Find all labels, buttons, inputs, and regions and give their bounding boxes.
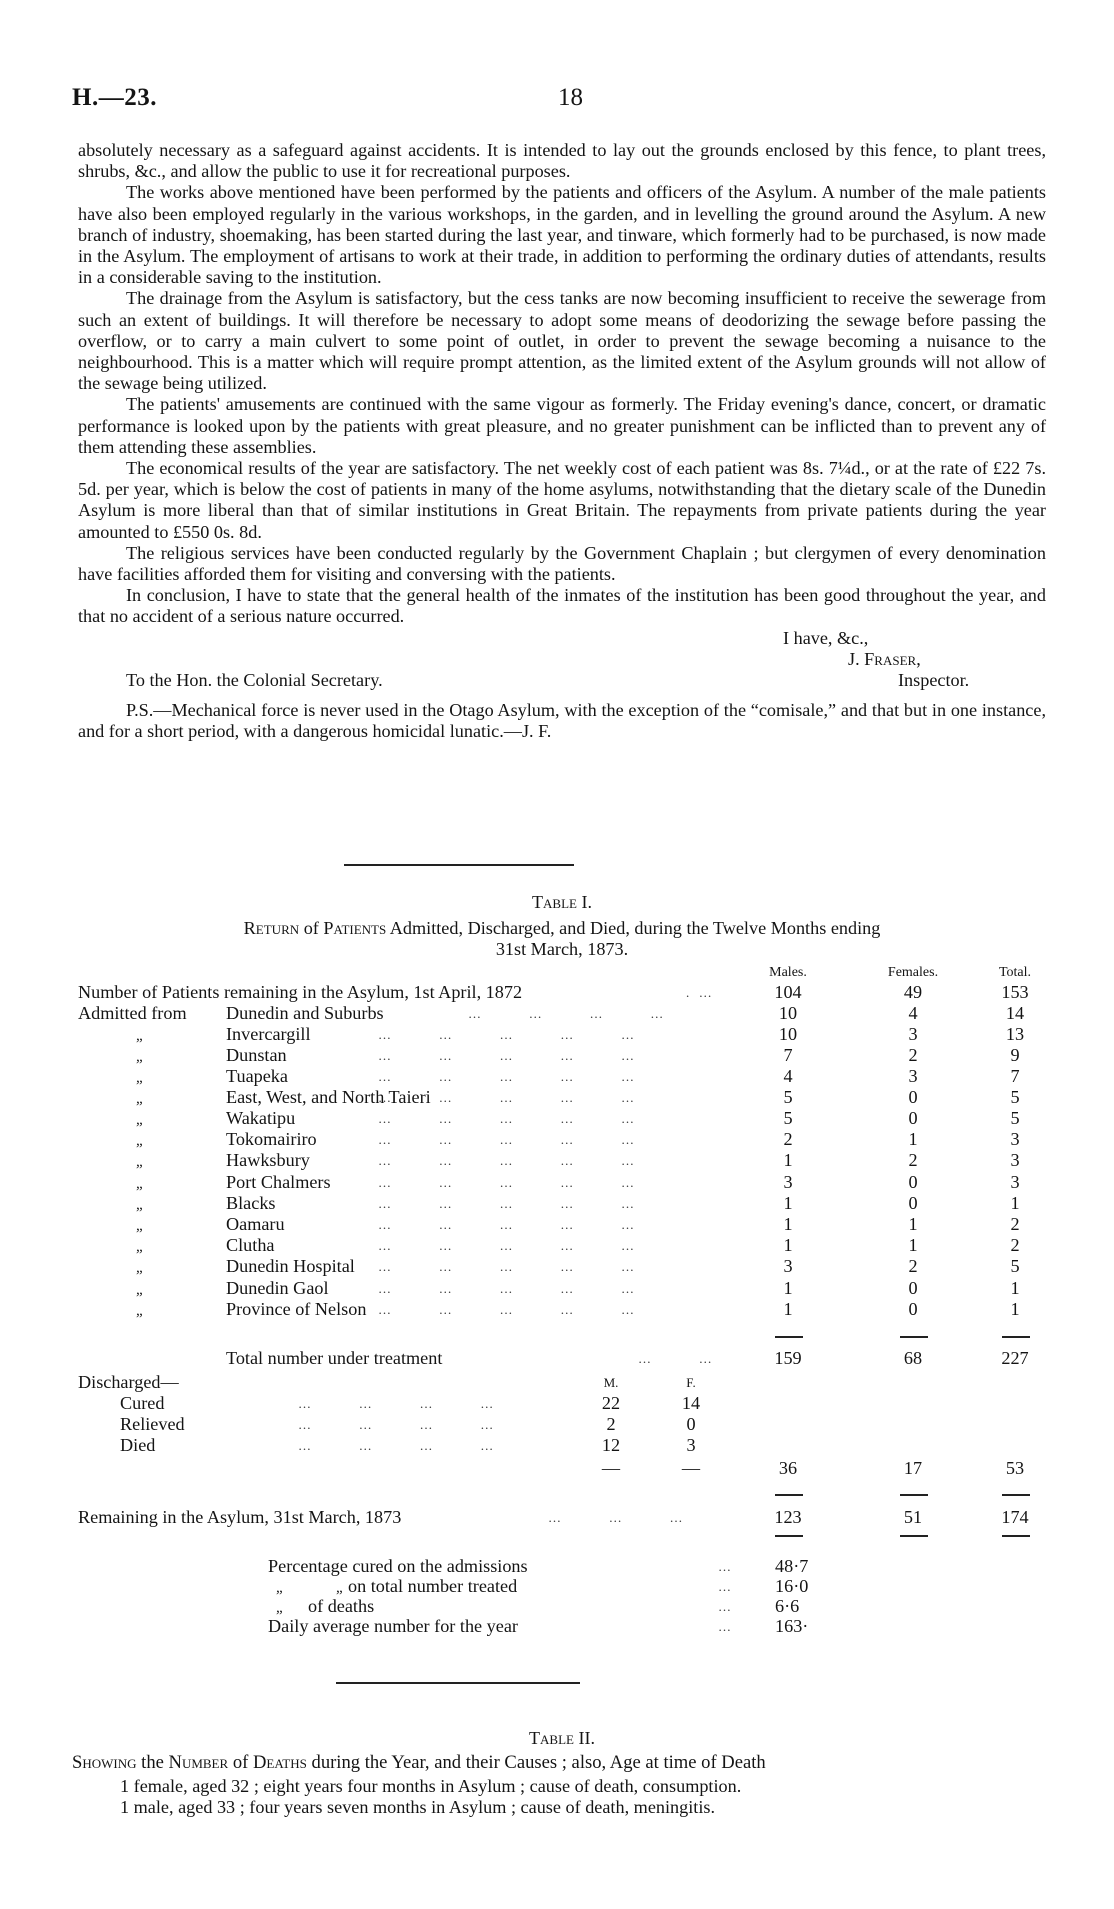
cell-total: 7 [1010,1066,1020,1086]
cell-total: 2 [1010,1214,1020,1234]
row-prefix: Admitted from [78,1003,187,1023]
leader-dots: … … … … … [378,1027,635,1042]
table1-title: Table I. [532,892,592,912]
cell-females: 1 [908,1235,918,1256]
ditto-mark: „ [136,1112,143,1128]
table-row [78,1150,1046,1171]
caption-text: of [299,918,324,938]
row-label: Province of Nelson [226,1298,367,1319]
stat-row [78,1576,1046,1597]
paragraph: In conclusion, I have to state that the general health of the inmates of the institution has been good throughout the year, and that no accident of a serious nature occurred. [78,585,1046,627]
dash-f: — [681,1458,701,1478]
rule-dash [900,1336,928,1338]
paragraph: The drainage from the Asylum is satisfactory, but the cess tanks are now becoming insufficient to receive the sewerage from such an extent of buildings. It will therefore be necessary to adopt some means of deodorizing the sewage before passing the overflow, or to carry a main culvert to some point of outlet, in order to prevent the sewage becoming a nuisance to the neighbourhood. This is a matter which will require prompt attention, as the limited extent of the Asylum grounds will not allow of the sewage being utilized. [78,288,1046,394]
ditto-mark: „ [136,1091,143,1107]
table-row [78,1193,1046,1214]
caption-text: Deaths [252,1752,307,1773]
leader-dots: … [718,1559,732,1574]
row-label: Daily average number for the year [268,1616,518,1636]
cell-f: 3 [686,1435,696,1455]
table2-caption [72,1752,1052,1774]
row-label: on total number treated [348,1576,518,1596]
ditto-mark: „ [136,1070,143,1086]
table-row [78,1172,1046,1193]
cell-males: 3 [783,1171,793,1192]
row-label: Discharged— [78,1372,179,1392]
cell-total: 3 [1010,1129,1020,1150]
leader-dots: … … … … [298,1396,495,1411]
discharged-total-row [78,1458,1046,1479]
stat-value: 163· [775,1616,809,1636]
table-row [78,1299,1046,1320]
ditto-mark: „ [136,1133,143,1150]
caption-return: Return [243,918,300,938]
cell-females: 4 [908,1003,918,1023]
table-row [78,1235,1046,1256]
cell-total: 5 [1010,1256,1020,1277]
table-row [78,1066,1046,1087]
cell-males: 104 [774,982,802,1002]
row-label: Dunstan [226,1045,287,1065]
cell-m: 22 [601,1393,621,1413]
cell-females: 0 [908,1192,918,1213]
page-header [72,84,1046,114]
row-label: East, West, and North Taieri [226,1087,431,1107]
row-label: Tuapeka [226,1066,288,1086]
paragraph: The works above mentioned have been performed by the patients and officers of the Asylum. A number of the male patients have also been employed regularly in the various workshops, in the garden, and in levelling the ground around the Asylum. A new branch of industry, shoemaking, has been started during the last year, and tinware, which formerly had to be purchased, is now made in the Asylum. The employment of artisans to work at their trade, in addition to performing the ordinary duties of attendants, results in a considerable saving to the institution. [78,182,1046,288]
cell-m: 12 [601,1435,621,1455]
table-row [78,1214,1046,1235]
cell-females: 3 [908,1024,918,1044]
rule-dash [775,1494,803,1496]
row-label: Wakatipu [226,1108,296,1128]
cell-females: 2 [908,1256,918,1277]
ditto-mark: „ [336,1580,343,1596]
stat-row [78,1616,1046,1637]
cell-males: 159 [774,1348,802,1368]
leader-dots: … [718,1599,732,1614]
cell-males: 36 [778,1458,798,1478]
cell-males: 1 [783,1214,793,1234]
dash-m: — [601,1458,621,1478]
cell-total: 5 [1010,1087,1020,1107]
leader-dots: … … … … … [378,1238,635,1254]
stat-value: 16·0 [775,1576,809,1596]
table-row [78,1278,1046,1299]
caption-text: Showing [72,1752,137,1773]
ditto-mark: „ [136,1302,143,1319]
cell-females: 2 [908,1150,918,1171]
table2-title: Table II. [529,1728,595,1748]
section-divider [336,1682,580,1684]
caption-text: during the Year, and their Causes ; also, Age at time of Death [306,1752,766,1773]
cell-males: 1 [783,1277,793,1298]
leader-dots: … … … … [298,1417,495,1432]
row-label: Port Chalmers [226,1171,331,1192]
leader-dots: … … … … … [378,1301,635,1317]
col-females: Females. [887,965,939,980]
row-label: Dunedin Hospital [226,1256,355,1277]
paragraph: absolutely necessary as a safeguard against accidents. It is intended to lay out the grounds enclosed by this fence, to plant trees, shrubs, &c., and allow the public to use it for recreational purposes. [78,140,1046,182]
stat-row [78,1556,1046,1577]
table-row [78,1024,1046,1045]
paragraph: The religious services have been conducted regularly by the Government Chaplain ; but clergymen of every denomination have facilities afforded them for visiting and conversing with the patients. [78,542,1046,585]
rule-dash [1002,1535,1030,1537]
leader-dots: … … … … … [378,1132,635,1148]
ditto-mark: „ [136,1218,143,1234]
table-row [78,1003,1046,1024]
cell-total: 174 [1001,1507,1029,1527]
cell-total: 227 [1001,1348,1029,1368]
stat-value: 6·6 [775,1596,800,1616]
rule-dash [775,1336,803,1338]
death-entry: 1 male, aged 33 ; four years seven months in Asylum ; cause of death, meningitis. [120,1797,716,1817]
row-label: Remaining in the Asylum, 31st March, 1873 [78,1507,402,1527]
paragraph: The economical results of the year are satisfactory. The net weekly cost of each patient was 8s. 7¼d., or at the rate of £22 7s. 5d. per year, which is below the cost of patients in many of the home asylums, notwithstanding that the dietary scale of the Dunedin Asylum is more liberal than that of similar institutions in Great Britain. The repayments from private patients during the year amounted to £550 0s. 8d. [78,458,1046,542]
leader-dots: … … … … … [378,1259,635,1275]
cell-males: 5 [783,1108,793,1128]
leader-dots: … … … … … [378,1174,635,1190]
leader-dots: … … … … … [378,1069,635,1084]
ditto-mark: „ [136,1196,143,1213]
table-row [78,982,1046,1003]
cell-m: 2 [606,1414,616,1434]
stat-value: 48·7 [775,1556,809,1576]
report-body [78,140,1046,742]
col-total: Total. [998,965,1032,980]
remaining-row [78,1507,1046,1528]
signature-name: J. Fraser, [848,648,921,669]
death-entry: 1 female, aged 32 ; eight years four months in Asylum ; cause of death, consumption. [120,1776,742,1796]
leader-dots: … … … [548,1510,684,1525]
row-label: Blacks [226,1192,276,1213]
ditto-mark: „ [276,1580,283,1596]
cell-total: 2 [1010,1235,1020,1256]
cell-females: 0 [908,1277,918,1298]
cell-males: 1 [783,1192,793,1213]
table-row [78,1256,1046,1277]
addressee: To the Hon. the Colonial Secretary. [126,669,383,690]
cell-males: 1 [783,1298,793,1319]
ditto-mark: „ [136,1049,143,1065]
leader-dots: . … [686,985,713,1000]
cell-total: 13 [1005,1024,1025,1044]
cell-males: 2 [783,1129,793,1150]
table-row [78,1129,1046,1150]
cell-total: 5 [1010,1108,1020,1128]
col-males: Males. [769,965,807,980]
cell-females: 0 [908,1298,918,1319]
ditto-mark: „ [136,1154,143,1171]
cell-f: 0 [686,1414,696,1434]
col-m: M. [603,1375,619,1390]
table-row [78,1108,1046,1129]
cell-males: 123 [774,1507,802,1527]
row-label: Percentage cured on the admissions [268,1556,528,1576]
ditto-mark: „ [136,1281,143,1298]
signature-block [78,628,1046,692]
table-row [78,1435,1046,1456]
rule-dash [775,1535,803,1537]
row-label: Clutha [226,1235,275,1256]
leader-dots: … … … … … [378,1280,635,1296]
ditto-mark: „ [136,1175,143,1192]
cell-females: 49 [903,982,923,1002]
row-label: Died [120,1435,156,1455]
cell-males: 3 [783,1256,793,1277]
caption-text: of [228,1752,253,1773]
total-row [78,1348,1046,1369]
signature-closing: I have, &c., [783,627,869,648]
leader-dots: … … … … … [378,1195,635,1211]
signature-title: Inspector. [898,669,970,690]
caption-patients: Patients [323,918,387,938]
cell-females: 68 [903,1348,923,1368]
leader-dots: … … … … … [378,1217,635,1232]
cell-females: 0 [908,1108,918,1128]
row-label: Relieved [120,1414,185,1434]
caption-text: Admitted, Discharged, and Died, during the Twelve Months ending [386,918,881,938]
row-label: Dunedin and Suburbs [226,1003,384,1023]
cell-females: 0 [908,1087,918,1107]
ditto-mark: „ [276,1600,283,1616]
leader-dots: … … … … … [378,1048,635,1063]
leader-dots: … … [638,1351,713,1366]
leader-dots: … [718,1579,732,1594]
postscript: P.S.—Mechanical force is never used in the Otago Asylum, with the exception of the “comisale,” and that but in one instance, and for a short period, with a dangerous homicidal lunatic.—J. F. [78,699,1046,741]
row-label: of deaths [308,1596,375,1616]
section-divider [344,864,574,866]
cell-females: 0 [908,1171,918,1192]
document-code: H.—23. [72,84,157,111]
leader-dots: … [718,1619,732,1634]
cell-males: 5 [783,1087,793,1107]
cell-males: 10 [778,1024,798,1044]
col-f: F. [686,1375,696,1390]
page-number: 18 [558,84,583,111]
row-label: Tokomairiro [226,1129,317,1150]
table-row [78,1414,1046,1435]
rule-dash [1002,1336,1030,1338]
row-label: Oamaru [226,1214,285,1234]
ditto-mark: „ [136,1239,143,1256]
cell-females: 2 [908,1045,918,1065]
cell-males: 1 [783,1150,793,1171]
cell-total: 3 [1010,1150,1020,1171]
cell-females: 1 [908,1129,918,1150]
table1-caption [78,918,1046,960]
row-label: Hawksbury [226,1150,310,1171]
cell-females: 3 [908,1066,918,1086]
cell-females: 17 [903,1458,923,1478]
cell-males: 4 [783,1066,793,1086]
cell-total: 14 [1005,1003,1025,1023]
cell-total: 153 [1001,982,1029,1002]
cell-males: 10 [778,1003,798,1023]
row-label: Total number under treatment [226,1348,443,1368]
table-row [78,1393,1046,1414]
rule-dash [1002,1494,1030,1496]
column-header-row [78,962,1046,983]
cell-males: 7 [783,1045,793,1065]
cell-total: 1 [1010,1277,1020,1298]
rule-dash [900,1535,928,1537]
caption-text: Number [168,1752,229,1773]
cell-females: 1 [908,1214,918,1234]
rule-dash [900,1494,928,1496]
cell-males: 1 [783,1235,793,1256]
paragraph: The patients' amusements are continued with the same vigour as formerly. The Friday evening's dance, concert, or dramatic performance is looked upon by the patients with great pleasure, and no greater punishment can be inflicted than to prevent any of them attending these assemblies. [78,394,1046,457]
row-label: Number of Patients remaining in the Asylum, 1st April, 1872 [78,982,523,1002]
cell-total: 53 [1005,1458,1025,1478]
stat-row [78,1596,1046,1617]
leader-dots: … … … … … [378,1153,635,1169]
caption-date: 31st March, 1873. [495,939,629,959]
leader-dots: … … … … … [378,1111,635,1126]
row-label: Invercargill [226,1024,311,1044]
ditto-mark: „ [136,1260,143,1277]
cell-total: 3 [1010,1171,1020,1192]
discharged-header-row [78,1372,1046,1393]
leader-dots: … … … … [468,1006,665,1021]
leader-dots: … … … … … [378,1090,635,1105]
cell-f: 14 [681,1393,701,1413]
leader-dots: … … … … [298,1438,495,1453]
cell-total: 1 [1010,1298,1020,1319]
cell-females: 51 [903,1507,923,1527]
cell-total: 9 [1010,1045,1020,1065]
table-row [78,1087,1046,1108]
row-label: Dunedin Gaol [226,1277,329,1298]
caption-text: the [136,1752,169,1773]
table-row [78,1045,1046,1066]
row-label: Cured [120,1393,165,1413]
cell-total: 1 [1010,1192,1020,1213]
ditto-mark: „ [136,1028,143,1044]
